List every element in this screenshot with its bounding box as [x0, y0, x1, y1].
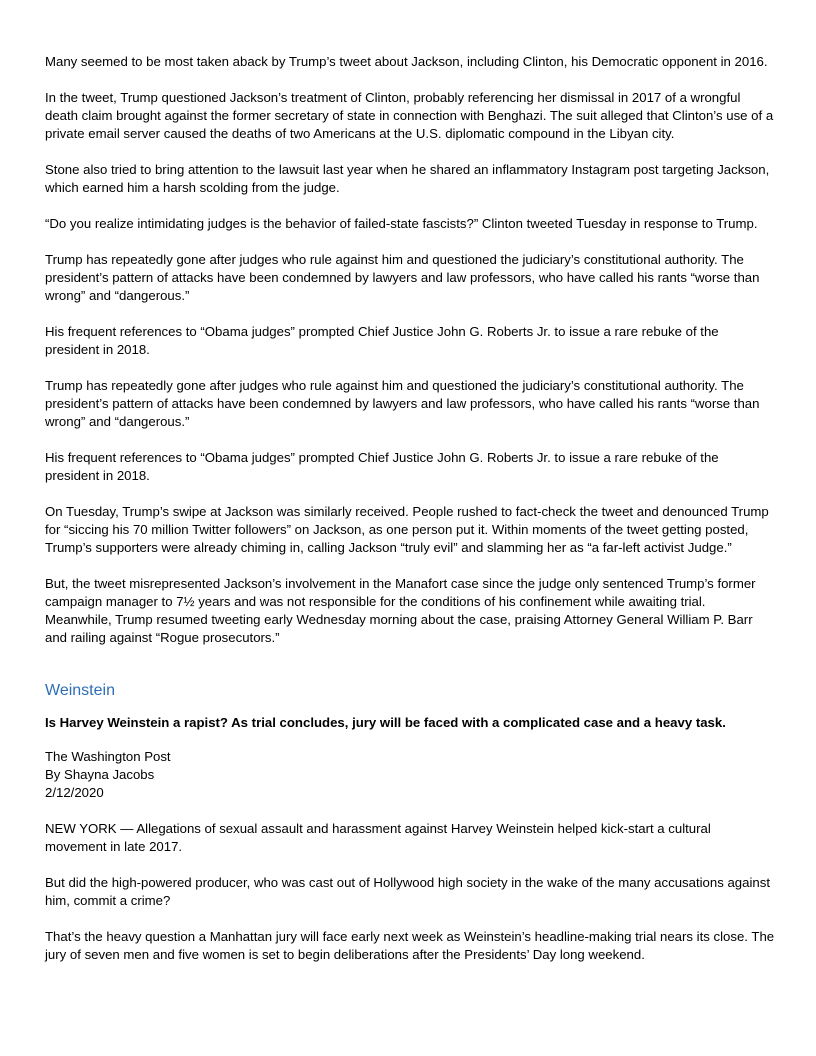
paragraph: In the tweet, Trump questioned Jackson’s treatment of Clinton, probably referencing her dismissal in 2017 of a wrongful death claim brought against the former secretary of state in connection with Benghazi. The suit alleged that Clinton’s use of a private email server caused the deaths of two Americans at the U.S. diplomatic compound in the Libyan city. — [45, 90, 774, 141]
publish-date: 2/12/2020 — [45, 785, 104, 800]
paragraph: Stone also tried to bring attention to the lawsuit last year when he shared an inflammatory Instagram post targeting Jackson, which earned him a harsh scolding from the judge. — [45, 162, 770, 195]
paragraph: “Do you realize intimidating judges is the behavior of failed-state fascists?” Clinton tweeted Tuesday in response to Trump. — [45, 216, 758, 231]
paragraph: That’s the heavy question a Manhattan jury will face early next week as Weinstein’s headline-making trial nears its close. The jury of seven men and five women is set to begin deliberations after the Presidents’ Day long weekend. — [45, 929, 775, 962]
paragraph: But, the tweet misrepresented Jackson’s involvement in the Manafort case since the judge only sentenced Trump’s former campaign manager to 7½ years and was not responsible for the conditions of his confinement while awaiting trial. Meanwhile, Trump resumed tweeting early Wednesday morning about the case, praising Attorney General William P. Barr and railing against “Rogue prosecutors.” — [45, 576, 756, 645]
article-meta — [45, 748, 775, 802]
paragraph: His frequent references to “Obama judges” prompted Chief Justice John G. Roberts Jr. to issue a rare rebuke of the president in 2018. — [45, 450, 719, 483]
paragraph: Trump has repeatedly gone after judges who rule against him and questioned the judiciary’s constitutional authority. The president’s pattern of attacks have been condemned by lawyers and law professors, who have called his rants “worse than wrong” and “dangerous.” — [45, 252, 760, 303]
paragraph: Many seemed to be most taken aback by Trump’s tweet about Jackson, including Clinton, his Democratic opponent in 2016. — [45, 54, 768, 69]
paragraph: But did the high-powered producer, who was cast out of Hollywood high society in the wake of the many accusations against him, commit a crime? — [45, 875, 770, 908]
document-page — [45, 53, 775, 982]
section-heading: Weinstein — [45, 682, 115, 699]
paragraph: NEW YORK — Allegations of sexual assault and harassment against Harvey Weinstein helped kick-start a cultural movement in late 2017. — [45, 821, 711, 854]
article-headline: Is Harvey Weinstein a rapist? As trial concludes, jury will be faced with a complicated case and a heavy task. — [45, 715, 726, 730]
paragraph: On Tuesday, Trump’s swipe at Jackson was similarly received. People rushed to fact-check the tweet and denounced Trump for “siccing his 70 million Twitter followers” on Jackson, as one person put it. Within moments of the tweet getting posted, Trump’s supporters were already chiming in, calling Jackson “truly evil” and slamming her as “a far-left activist Judge.” — [45, 504, 769, 555]
byline: By Shayna Jacobs — [45, 767, 155, 782]
publication-name: The Washington Post — [45, 749, 171, 764]
paragraph: Trump has repeatedly gone after judges who rule against him and questioned the judiciary’s constitutional authority. The president’s pattern of attacks have been condemned by lawyers and law professors, who have called his rants “worse than wrong” and “dangerous.” — [45, 378, 760, 429]
paragraph: His frequent references to “Obama judges” prompted Chief Justice John G. Roberts Jr. to issue a rare rebuke of the president in 2018. — [45, 324, 719, 357]
